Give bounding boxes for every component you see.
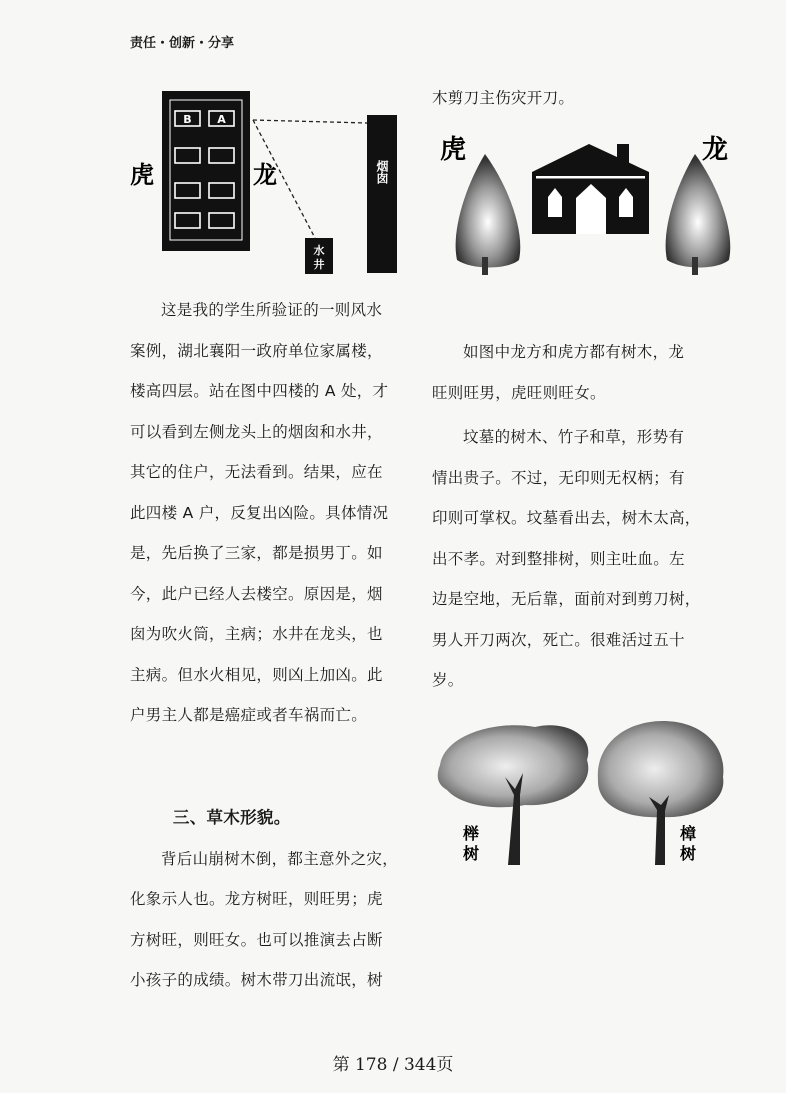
text-line: 其它的住户，无法看到。结果，应在	[130, 463, 383, 481]
page-header: 责任・创新・分享	[130, 36, 235, 51]
text-line: 今，此户已经人去楼空。原因是，烟	[130, 584, 383, 603]
page-number: 第 178 / 344页	[332, 1055, 454, 1075]
text-line: 楼高四层。站在图中四楼的 A 处，才	[130, 382, 389, 400]
tiger-label: 虎	[130, 161, 154, 189]
text-line: 这是我的学生所验证的一则风水	[161, 301, 383, 319]
camphor-label-2: 树	[680, 844, 697, 863]
text-line: 化象示人也。龙方树旺，则旺男；虎	[130, 890, 383, 908]
text-line: 此四楼 A 户，反复出凶险。具体情况	[130, 503, 389, 522]
dragon-label: 龙	[253, 161, 277, 189]
camphor-crown	[598, 721, 724, 817]
text-line: 坟墓的树木、竹子和草，形势有	[463, 428, 685, 446]
left-column-paragraph	[130, 290, 410, 736]
section-three	[130, 798, 410, 1001]
chimney-label: 烟囱	[375, 160, 389, 184]
camphor-label-1: 樟	[680, 824, 697, 843]
text-line: 男人开刀两次，死亡。很难活过五十	[432, 630, 685, 649]
well-label-2: 井	[313, 258, 325, 271]
text-line: 可以看到左侧龙头上的烟囱和水井，	[130, 422, 383, 441]
tiger-label-2: 虎	[440, 135, 467, 165]
unit-a-label: A	[217, 113, 226, 126]
text-line: 户男主人都是癌症或者车祸而亡。	[130, 706, 368, 724]
text-line: 情出贵子。不过，无印则无权柄；有	[432, 468, 685, 487]
text-line: 方树旺，则旺女。也可以推演去占断	[130, 930, 383, 949]
figure-building-diagram	[125, 88, 415, 288]
unit-b-label: B	[183, 113, 192, 126]
section-title: 三、草木形貌。	[172, 808, 291, 827]
text-line: 边是空地，无后靠，面前对到剪刀树，	[432, 590, 701, 608]
dragon-label-2: 龙	[702, 135, 729, 165]
text-line: 岁。	[432, 671, 464, 689]
text-line: 囱为吹火筒，主病；水井在龙头，也	[130, 625, 383, 643]
left-tree	[456, 154, 521, 268]
text-line: 印则可掌权。坟墓看出去，树木太高，	[432, 509, 701, 527]
chimney	[367, 115, 397, 273]
text-line: 小孩子的成绩。树木带刀出流氓，树	[130, 971, 383, 989]
text-line: 木剪刀主伤灾开刀。	[432, 89, 575, 107]
text-line: 背后山崩树木倒，都主意外之灾，	[161, 849, 399, 868]
right-column-paragraphs	[432, 332, 727, 701]
text-line: 是，先后换了三家，都是损男丁。如	[130, 544, 383, 562]
well-label-1: 水	[313, 244, 325, 257]
text-line: 旺则旺男，虎旺则旺女。	[432, 383, 606, 402]
beech-label-2: 树	[463, 844, 480, 863]
text-line: 出不孝。对到整排树，则主吐血。左	[432, 549, 685, 568]
sightline-chimney	[253, 120, 367, 123]
beech-crown	[438, 725, 589, 807]
text-line: 案例，湖北襄阳一政府单位家属楼，	[130, 341, 383, 360]
figure-two-trees	[435, 715, 735, 875]
figure-house-trees	[437, 132, 747, 282]
right-column-continuation	[432, 78, 732, 119]
text-line: 如图中龙方和虎方都有树木，龙	[463, 343, 685, 361]
beech-label-1: 榉	[463, 824, 480, 843]
right-tree	[666, 154, 731, 268]
text-line: 主病。但水火相见，则凶上加凶。此	[130, 665, 383, 684]
